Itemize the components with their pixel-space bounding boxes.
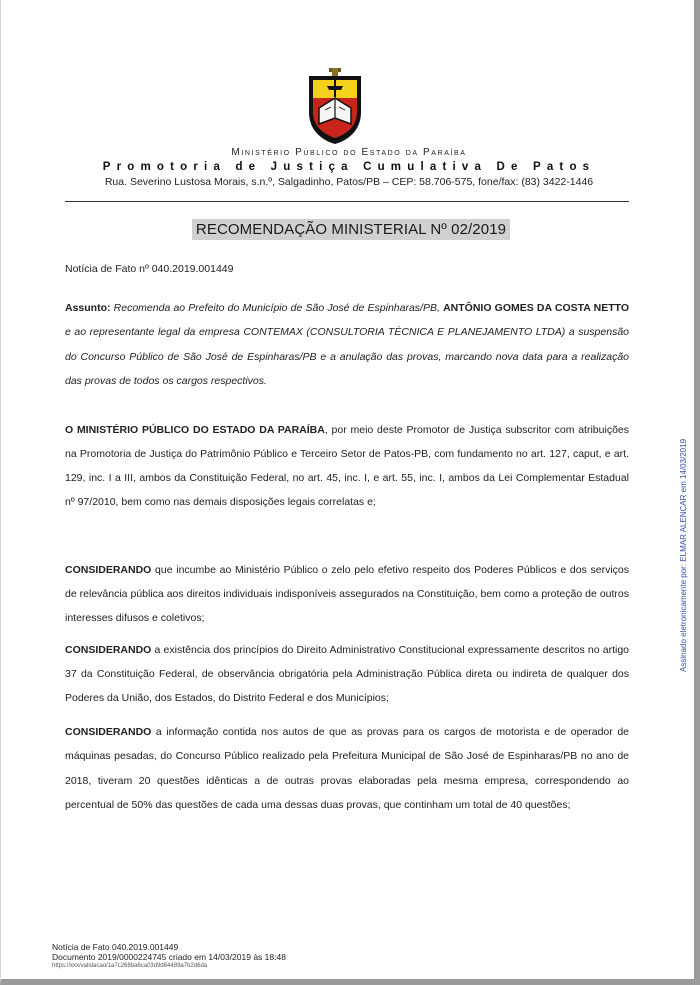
subject-paragraph [65,296,629,393]
intro-bold: O MINISTÉRIO PÚBLICO DO ESTADO DA PARAÍBA [65,424,325,436]
coat-of-arms-icon [305,68,365,146]
considerando-text-3: a informação contida nos autos de que as provas para os cargos de motorista e de operador de máquinas pesadas, do Concurso Público realizado pela Prefeitura Municipal de São José de Espinharas/PB no ano de 2018, tiveram 20 questões idênticas a de outras provas elaboradas pela mesma empresa, correspondendo ao percentual de 50% das questões de cada uma dessas duas provas, que continham um total de 40 questões; [65,726,629,811]
unit-name: Promotoria de Justiça Cumulativa De Patos [102,161,596,173]
address: Rua. Severino Lustosa Morais, s.n.º, Salgadinho, Patos/PB – CEP: 58.706-575, fone/fax: (83) 3422-1446 [104,176,594,188]
footer-document: Documento 2019/0000224745 criado em 14/03/2019 às 18:48 [52,952,286,962]
considerando-label: CONSIDERANDO [65,644,152,656]
footer-notice: Notícia de Fato 040.2019.001449 [52,942,179,952]
document-footer [52,942,286,970]
document-title: RECOMENDAÇÃO MINISTERIAL Nº 02/2019 [192,219,510,240]
signature-sidebar [673,362,688,672]
letterhead [65,147,633,188]
title-container [1,219,700,240]
considerando-label: CONSIDERANDO [65,564,152,576]
considerando-text-1: que incumbe ao Ministério Público o zelo pelo efetivo respeito dos Poderes Públicos e dos serviços de relevância pública aos direitos individuais indisponíveis assegurados na Constituição, bem como a proteção de outros interesses difusos e coletivos; [65,564,629,624]
footer-validation-url: https://xxx/validacao/1a7c268ba6ca03d9d64489a7b2d6da [52,963,208,969]
considerando-label: CONSIDERANDO [65,726,152,738]
subject-name: ANTÔNIO GOMES DA COSTA NETTO [443,302,630,314]
subject-text-1: Recomenda ao Prefeito do Município de São José de Espinharas/PB, [110,302,444,314]
considerando-paragraph-3 [65,720,629,817]
intro-text: , por meio deste Promotor de Justiça subscritor com atribuições na Promotoria de Justiça do Patrimônio Público e Terceiro Setor de Patos-PB, com fundamento no art. 127, caput, e art. 129, inc. I a III, ambos da Constituição Federal, no art. 45, inc. I, e art. 55, inc. I, ambos da Lei Complementar Estadual nº 97/2010, bem como nas demais disposições legais correlatas e; [65,424,629,508]
subject-label: Assunto: [65,302,111,314]
considerando-text-2: a existência dos princípios do Direito Administrativo Constitucional expressamente descritos no artigo 37 da Constituição Federal, de observância obrigatória pela Administração Pública direta ou indireta de qualquer dos Poderes da União, dos Estados, do Distrito Federal e dos Municípios; [65,644,629,704]
considerando-paragraph-1 [65,558,629,630]
electronic-signature: Assinado eletronicamente por: ELMAR ALENCAR em 14/03/2019 [679,438,688,672]
considerando-paragraph-2 [65,638,629,710]
org-name: Ministério Público do Estado da Paraíba [231,147,467,158]
intro-paragraph [65,418,629,514]
header-divider [65,201,629,202]
notice-number: Notícia de Fato nº 040.2019.001449 [65,263,234,275]
subject-text-2: e ao representante legal da empresa CONTEMAX (CONSULTORIA TÉCNICA E PLANEJAMENTO LTDA) a suspensão do Concurso Público de São José de Espinharas/PB e a anulação das provas, marcando nova data para a realização das provas de todos os cargos respectivos. [65,326,629,387]
